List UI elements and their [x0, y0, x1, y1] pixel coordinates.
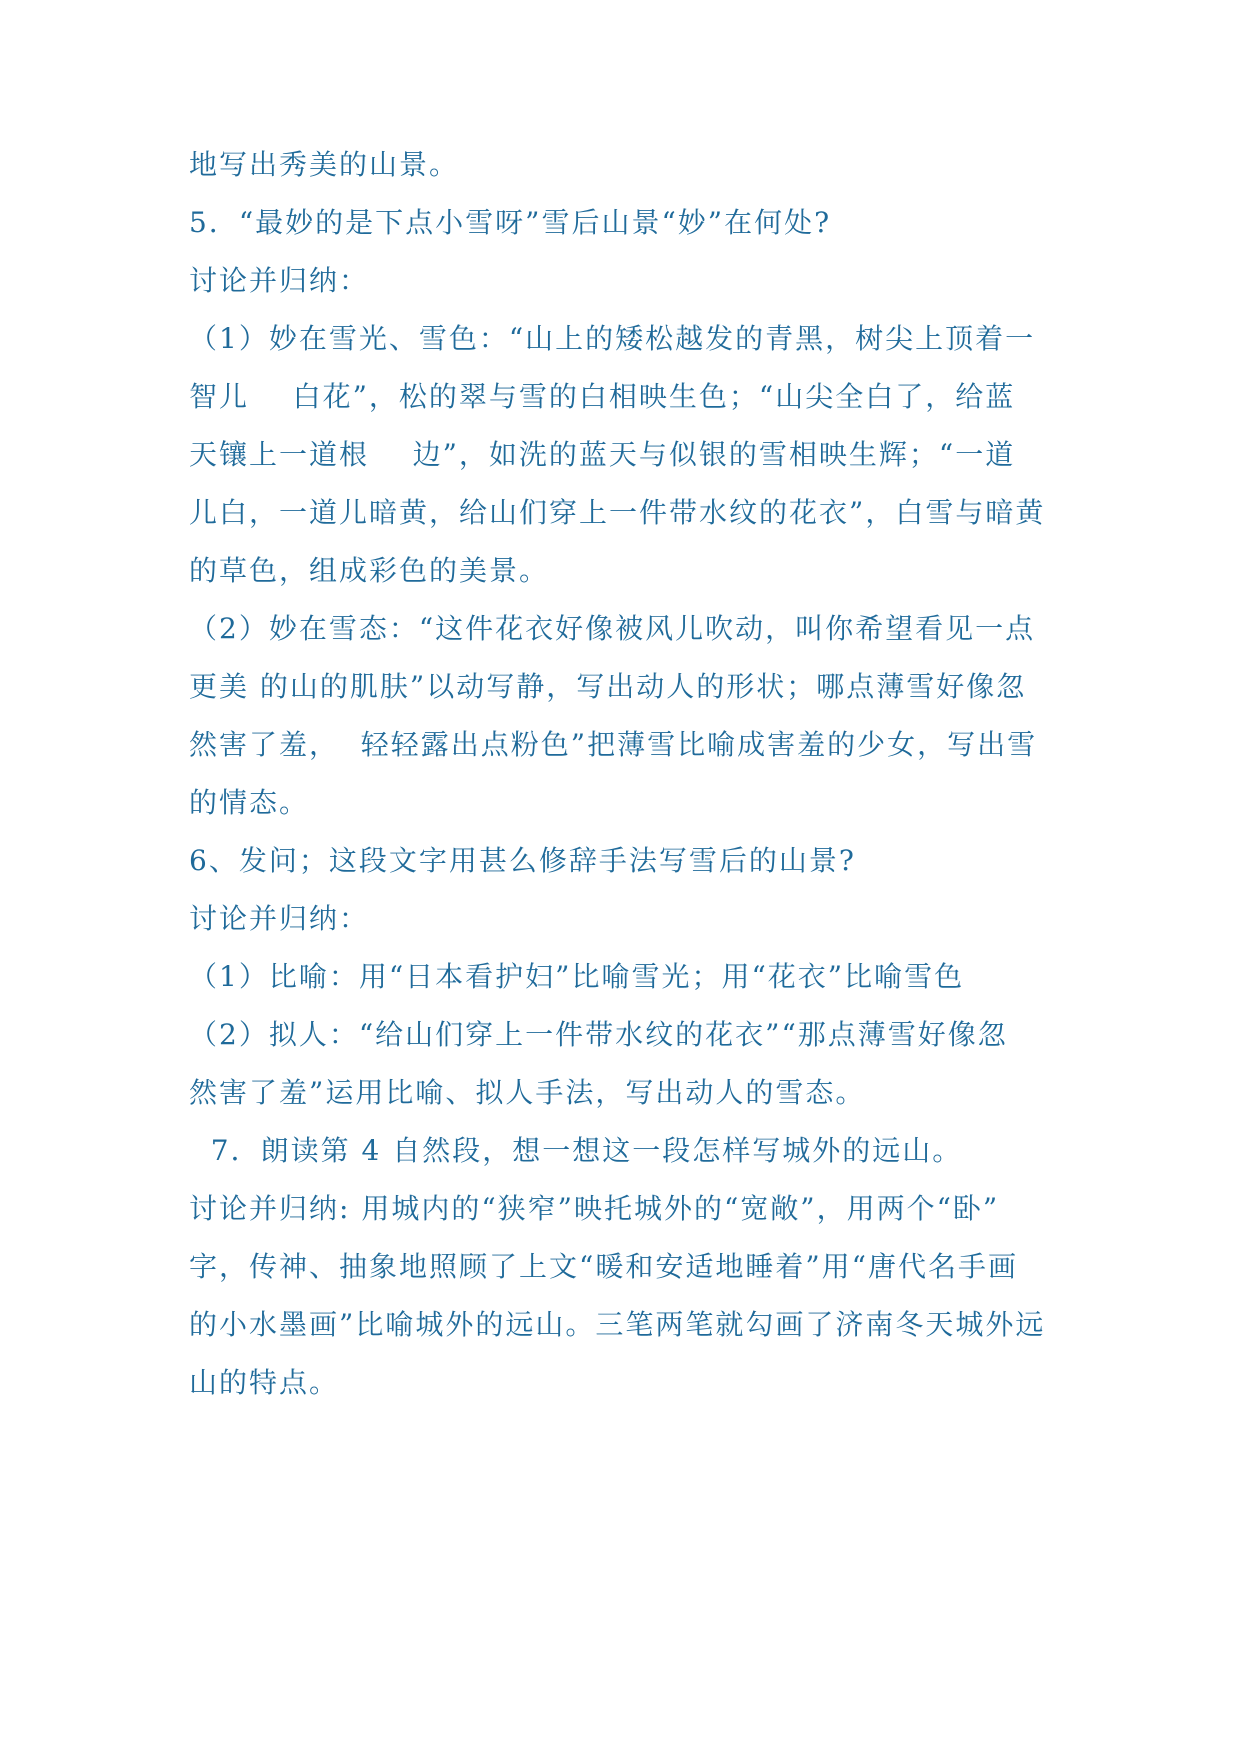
text-line: 字，传神、抽象地照顾了上文“暖和安适地睡着”用“唐代名手画	[189, 1250, 1018, 1283]
text-line: 的情态。	[189, 786, 310, 819]
text-line: 儿白，一道儿暗黄，给山们穿上一件带水纹的花衣”，白雪与暗黄	[189, 496, 1046, 529]
text-line: 天镶上一道根 边”，如洗的蓝天与似银的雪相映生辉；“一道	[189, 438, 1016, 471]
text-line: （1）比喻：用“日本看护妇”比喻雪光；用“花衣”比喻雪色	[189, 960, 965, 993]
text-line: （2）拟人：“给山们穿上一件带水纹的花衣”“那点薄雪好像忽	[189, 1018, 1008, 1051]
question-6-heading: 6、发问；这段文字用甚么修辞手法写雪后的山景?	[189, 844, 856, 877]
text-line: 然害了羞”运用比喻、拟人手法，写出动人的雪态。	[189, 1076, 866, 1109]
text-line: 的草色，组成彩色的美景。	[189, 554, 550, 587]
text-line: （1）妙在雪光、雪色：“山上的矮松越发的青黑，树尖上顶着一	[189, 322, 1036, 355]
question-5-heading: 5．“最妙的是下点小雪呀”雪后山景“妙”在何处?	[189, 206, 832, 239]
text-line: 然害了羞， 轻轻露出点粉色”把薄雪比喻成害羞的少女，写出雪	[189, 728, 1038, 761]
question-7-heading: 7．朗读第 4 自然段，想一想这一段怎样写城外的远山。	[189, 1134, 963, 1167]
text-line: 的小水墨画”比喻城外的远山。三笔两笔就勾画了济南冬天城外远	[189, 1308, 1046, 1341]
text-line: 更美 的山的肌肤”以动写静，写出动人的形状；哪点薄雪好像忽	[189, 670, 1027, 703]
text-line: （2）妙在雪态：“这件花衣好像被风儿吹动，叫你希望看见一点	[189, 612, 1036, 645]
discussion-label: 讨论并归纳：	[189, 902, 370, 935]
discussion-label: 讨论并归纳：	[189, 264, 370, 297]
text-line: 地写出秀美的山景。	[189, 148, 460, 181]
text-line: 山的特点。	[189, 1366, 340, 1399]
text-line: 智儿 白花”，松的翠与雪的白相映生色；“山尖全白了，给蓝	[189, 380, 1016, 413]
text-line: 讨论并归纳: 用城内的“狭窄”映托城外的“宽敞”，用两个“卧”	[189, 1192, 1000, 1225]
